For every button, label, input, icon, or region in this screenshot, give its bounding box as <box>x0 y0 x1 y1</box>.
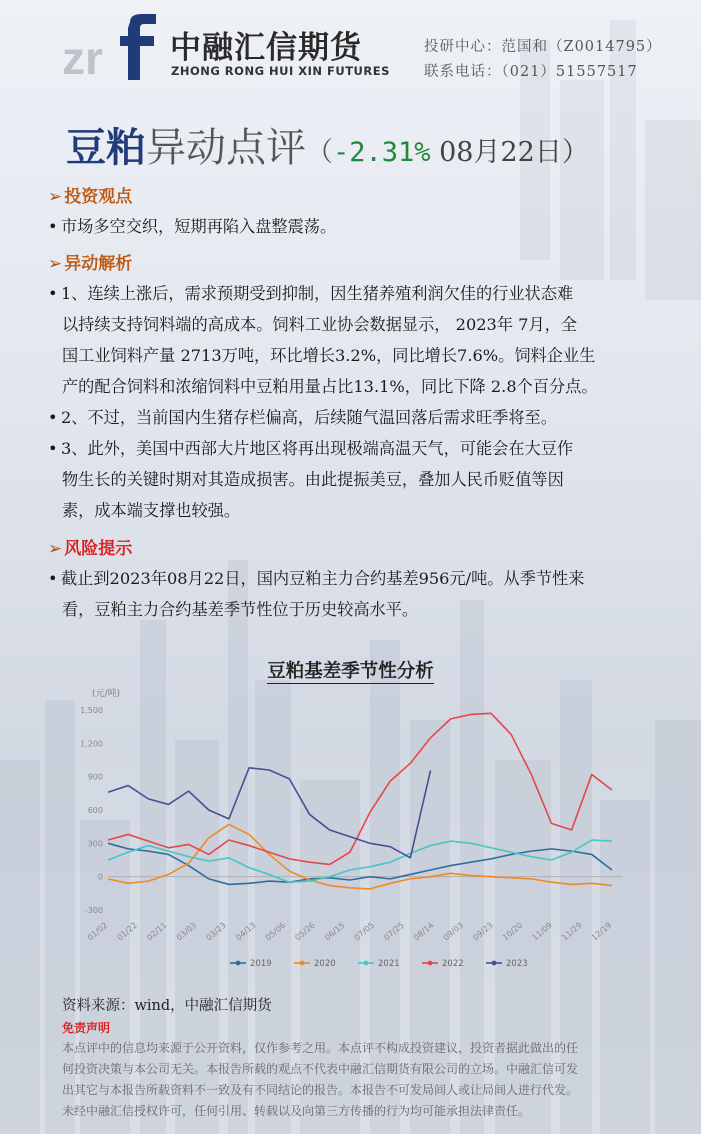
x-tick-label: 01/22 <box>115 920 139 943</box>
brand-name-cn: 中融汇信期货 <box>170 30 362 66</box>
view-paragraph: • 市场多空交织，短期再陷入盘整震荡。 <box>48 211 673 242</box>
x-tick-label: 10/20 <box>500 920 525 943</box>
arrow-right-icon: ➢ <box>48 254 63 274</box>
legend-marker-2021 <box>364 961 369 966</box>
y-tick-label: 900 <box>87 772 103 782</box>
svg-text:zr: zr <box>62 32 103 82</box>
series-line-2022 <box>108 713 612 864</box>
basis-seasonality-chart <box>70 680 630 980</box>
title-date: 08月22日） <box>430 137 589 168</box>
y-tick-label: 1,200 <box>80 739 103 749</box>
analysis-paragraph: • 1、连续上涨后，需求预期受到抑制，因生猪养殖利润欠佳的行业状态难 以持续支持饲料端的高成本。饲料工业协会数据显示， 2023年 7月，全 国工业饲料产量 2713万吨，环比增长3.2%，同比增长7.6%。饲料企业生 产的配合饲料和浓缩饲料中豆粕用量占比13.1%，同比下降 2.8个百分点。 • 2、不过，当前国内生猪存栏偏高，后续随气温回落后需求旺季将至。 • 3、此外，美国中西部大片地区将再出现极端高温天气，可能会在大豆作 物生长的关键时期对其造成损害。由此提振美豆，叠加人民币贬值等因 素，成本端支撑也较强。 <box>48 278 673 526</box>
x-tick-label: 07/25 <box>382 920 406 943</box>
x-tick-label: 08/14 <box>411 920 436 943</box>
data-source: 资料来源：wind，中融汇信期货 <box>62 998 272 1014</box>
company-logo-icon <box>60 12 160 82</box>
section-heading-analysis: ➢ 异动解析 <box>48 254 133 274</box>
bullet-icon: • <box>48 284 58 303</box>
y-axis-unit-label: (元/吨) <box>92 689 121 699</box>
legend-label-2019: 2019 <box>250 959 272 969</box>
legend-marker-2022 <box>428 961 433 966</box>
y-tick-label: 0 <box>97 872 103 882</box>
report-header <box>0 0 701 100</box>
chart-title: 豆粕基差季节性分析 <box>267 661 434 682</box>
x-tick-label: 05/26 <box>293 920 317 943</box>
section-heading-view: ➢ 投资观点 <box>48 187 133 207</box>
x-tick-label: 11/09 <box>530 920 554 943</box>
legend-label-2021: 2021 <box>378 959 400 969</box>
x-tick-label: 02/11 <box>145 920 169 943</box>
section-heading-risk: ➢ 风险提示 <box>48 539 133 559</box>
bullet-icon: • <box>48 439 58 458</box>
series-line-2021 <box>108 840 612 882</box>
series-line-2020 <box>108 824 612 888</box>
x-tick-label: 09/23 <box>471 920 495 943</box>
title-change-percent: -2.31% <box>333 137 431 168</box>
legend-marker-2019 <box>236 961 241 966</box>
x-tick-label: 09/03 <box>441 920 466 943</box>
y-tick-label: 1,500 <box>80 706 103 715</box>
series-line-2019 <box>108 843 612 884</box>
bullet-icon: • <box>48 217 58 236</box>
x-tick-label: 12/19 <box>589 920 614 943</box>
title-commodity: 豆粕 <box>66 124 146 171</box>
legend-label-2023: 2023 <box>506 959 528 969</box>
bullet-icon: • <box>48 408 58 427</box>
risk-paragraph: • 截止到2023年08月22日，国内豆粕主力合约基差956元/吨。从季节性来 看，豆粕主力合约基差季节性位于历史较高水平。 <box>48 563 673 625</box>
x-tick-label: 11/29 <box>560 920 584 943</box>
disclaimer-text: 本点评中的信息均来源于公开资料，仅作参考之用。本点评不构成投资建议，投资者据此做出的任 何投资决策与本公司无关。本报告所载的观点不代表中融汇信期货有限公司的立场。中融汇信可发 出其它与本报告所载资料不一致及有不同结论的报告。本报告不可发局间人或让局间人进行代发。 未经中融汇信授权许可，任何引用、转载以及向第三方传播的行为均可能承担法律责任。 <box>62 1041 579 1118</box>
y-tick-label: -300 <box>84 906 103 915</box>
legend-marker-2023 <box>492 961 497 966</box>
legend-label-2020: 2020 <box>314 959 336 969</box>
brand-name-en: ZHONG RONG HUI XIN FUTURES <box>171 64 390 78</box>
x-tick-label: 03/03 <box>174 920 199 943</box>
x-tick-label: 03/23 <box>204 920 228 943</box>
x-tick-label: 06/15 <box>323 920 347 943</box>
arrow-right-icon: ➢ <box>48 187 63 207</box>
x-tick-label: 01/02 <box>85 920 110 943</box>
legend-label-2022: 2022 <box>442 959 464 969</box>
title-paren: （ <box>306 137 333 168</box>
disclaimer-title: 免责声明 <box>62 1021 111 1035</box>
legend-marker-2020 <box>300 961 305 966</box>
arrow-right-icon: ➢ <box>48 539 63 559</box>
y-tick-label: 300 <box>87 839 103 849</box>
report-title <box>66 116 589 173</box>
title-type: 异动点评 <box>146 125 306 171</box>
y-tick-label: 600 <box>87 806 103 815</box>
x-tick-label: 05/06 <box>263 920 288 943</box>
contact-phone: 联系电话：（021）51557517 <box>424 64 638 80</box>
bullet-icon: • <box>48 569 58 588</box>
contact-researcher: 投研中心：范国和（Z0014795） <box>424 39 662 55</box>
x-tick-label: 04/13 <box>234 920 258 943</box>
x-tick-label: 07/05 <box>352 920 377 943</box>
